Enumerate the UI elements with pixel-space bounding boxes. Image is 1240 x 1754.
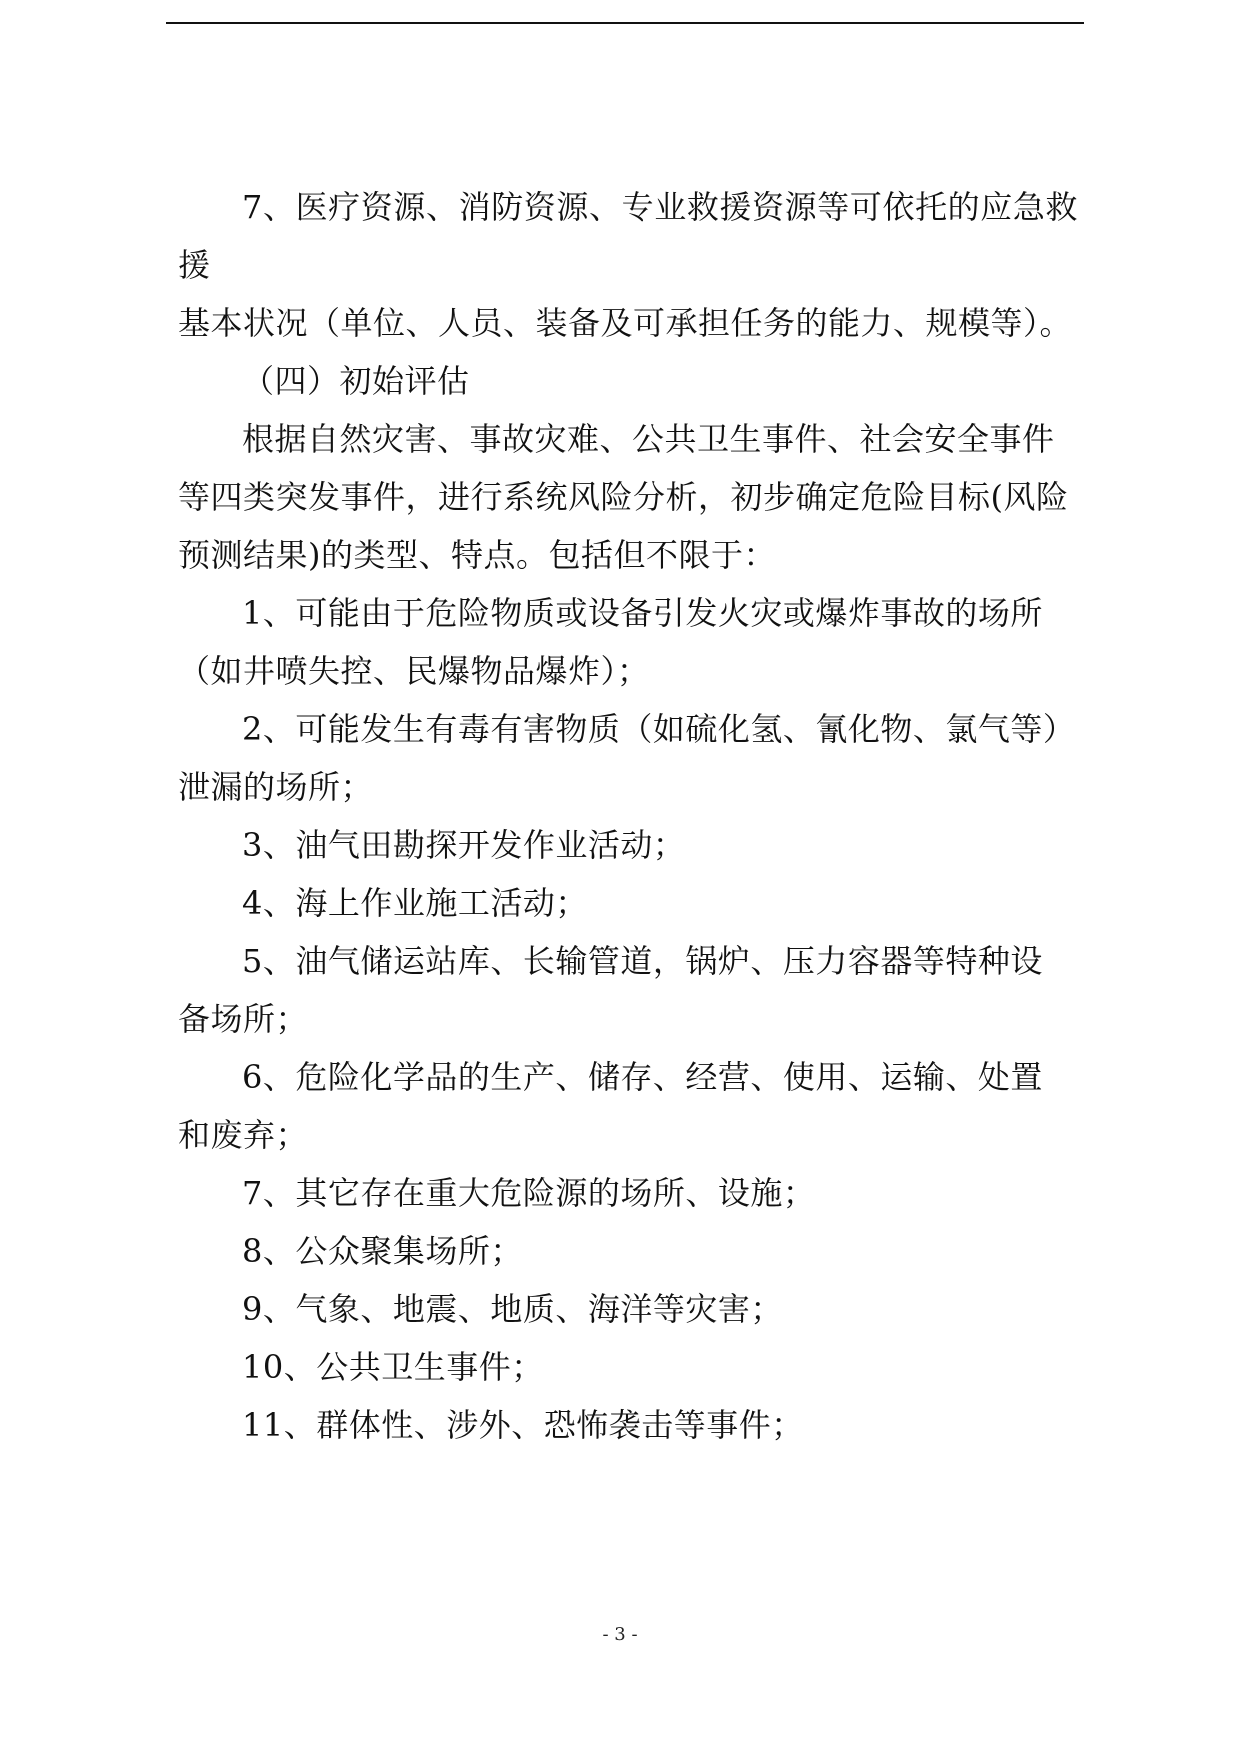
list-item-7: 7、其它存在重大危险源的场所、设施； [242,1174,816,1212]
list-item-5: 5、油气储运站库、长输管道，锅炉、压力容器等特种设 备场所； [178,942,1043,1038]
document-body [178,178,1078,1454]
list-item-6: 6、危险化学品的生产、储存、经营、使用、运输、处置 和废弃； [178,1058,1043,1154]
list-item-9: 9、气象、地震、地质、海洋等灾害； [242,1290,783,1328]
list-item-3: 3、油气田勘探开发作业活动； [242,826,686,864]
page-number: - 3 - [602,1624,638,1645]
section-heading-initial-assessment: （四）初始评估 [242,362,470,400]
paragraph-medical-resources: 7、医疗资源、消防资源、专业救援资源等可依托的应急救援 基本状况（单位、人员、装备及可承担任务的能力、规模等）。 [178,188,1078,342]
list-item-8: 8、公众聚集场所； [242,1232,523,1270]
list-item-11: 11、群体性、涉外、恐怖袭击等事件； [242,1406,804,1444]
list-item-2: 2、可能发生有毒有害物质（如硫化氢、氰化物、氯气等） 泄漏的场所； [178,710,1076,806]
paragraph-risk-analysis: 根据自然灾害、事故灾难、公共卫生事件、社会安全事件 等四类突发事件，进行系统风险分析，初步确定危险目标(风险 预测结果)的类型、特点。包括但不限于： [178,420,1069,574]
header-rule [166,22,1084,24]
list-item-4: 4、海上作业施工活动； [242,884,588,922]
list-item-1: 1、可能由于危险物质或设备引发火灾或爆炸事故的场所 （如井喷失控、民爆物品爆炸）； [178,594,1043,690]
list-item-10: 10、公共卫生事件； [242,1348,544,1386]
